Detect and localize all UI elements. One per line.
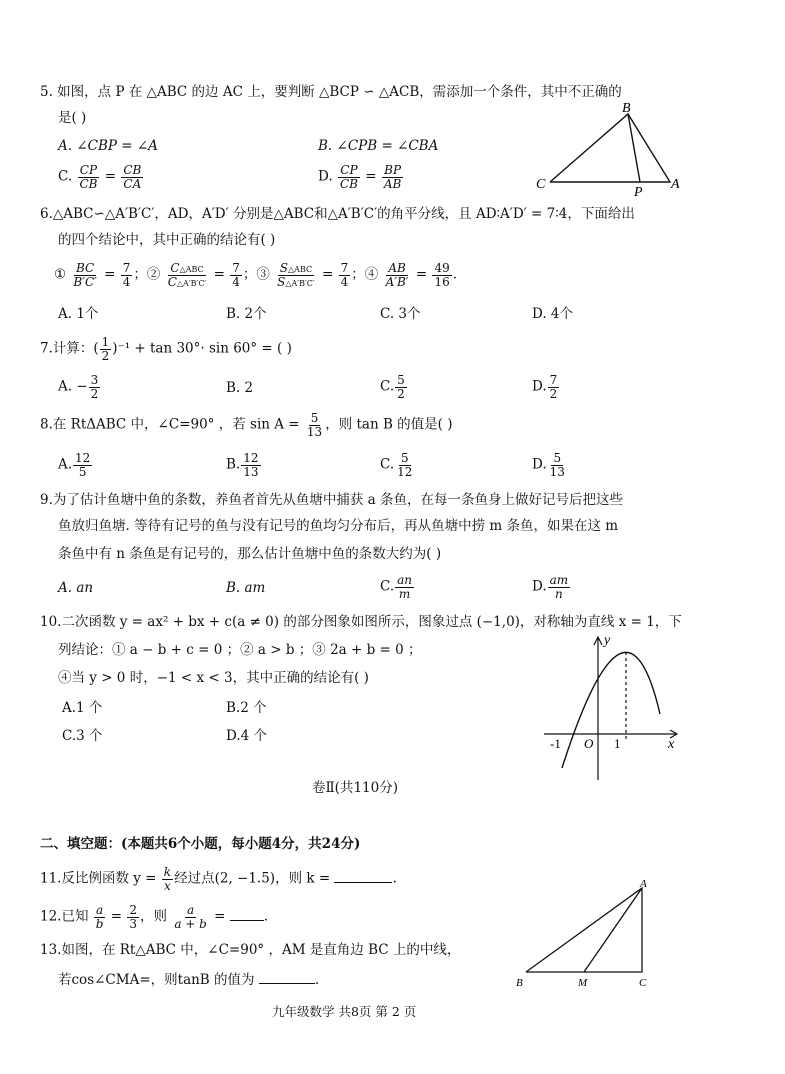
q6-c2-val-den: 4 bbox=[232, 274, 240, 289]
q10-option-d: D.4 个 bbox=[226, 728, 268, 744]
q5-stem-line1: 5. 如图，点 P 在 △ABC 的边 AC 上，要判断 △BCP ∽ △ACB，需添加一个条件，其中不正确的 bbox=[40, 84, 622, 100]
q6-c1-val-num: 7 bbox=[122, 261, 131, 275]
q8-option-c bbox=[380, 452, 415, 478]
q6-c1-mark: ① bbox=[54, 266, 67, 283]
q6-stem-line1: 6.△ABC∽△A′B′C′，AD，A′D′ 分别是△ABC和△A′B′C′的角平分线，且 AD∶A′D′ = 7∶4，下面给出 bbox=[40, 206, 635, 222]
q9-c-num: an bbox=[397, 573, 413, 587]
q5-fig-label-c: C bbox=[536, 177, 546, 192]
q6-c3-num-sub: △ABC bbox=[288, 265, 313, 274]
q7-d-den: 2 bbox=[549, 386, 558, 401]
q8-sin-den: 13 bbox=[306, 424, 323, 439]
q6-c2-den: C bbox=[167, 274, 177, 289]
q7-a-den: 2 bbox=[90, 386, 99, 401]
q8-b-label: B. bbox=[226, 456, 241, 473]
q12-end: . bbox=[263, 908, 269, 925]
q6-c1-val-den: 4 bbox=[122, 274, 131, 289]
q13-fig-label-c: C bbox=[639, 977, 647, 989]
q5-stem-line2: 是( ) bbox=[58, 110, 87, 126]
q6-option-b: B. 2个 bbox=[226, 306, 267, 322]
q6-c4-val-num: 49 bbox=[434, 261, 450, 275]
q12-mid: ，则 bbox=[140, 908, 168, 925]
q5-option-a: A. ∠CBP = ∠A bbox=[58, 138, 158, 154]
q8-sin-num: 5 bbox=[310, 411, 319, 425]
q6-c2-num-sub: △ABC bbox=[179, 265, 204, 274]
q5-option-d: D. $\frac{CP}{CB}$ = $\frac{BP}{AB}$ bbox=[318, 163, 402, 191]
q5-d-f2-den: AB bbox=[383, 176, 402, 191]
q10-stem-line1: 10.二次函数 y = ax² + bx + c(a ≠ 0) 的部分图象如图所示，图象过点 (−1,0)，对称轴为直线 x = 1，下 bbox=[40, 614, 682, 630]
q9-d-den: n bbox=[555, 586, 563, 601]
q8-a-den: 5 bbox=[78, 464, 87, 479]
q5-d-f1-den: CB bbox=[339, 176, 358, 191]
q5-d-f1-num: CP bbox=[340, 163, 358, 177]
q9-d-label: D. bbox=[532, 578, 547, 595]
q11-stem bbox=[40, 866, 397, 892]
q7-d-label: D. bbox=[532, 378, 547, 395]
q9-c-label: C. bbox=[380, 578, 395, 595]
q7-pre: 7.计算：( bbox=[40, 340, 99, 357]
q12-ab-num: a bbox=[96, 903, 104, 917]
q8-option-a bbox=[58, 452, 93, 478]
q8-b-num: 12 bbox=[243, 451, 259, 465]
q6-c2-val-num: 7 bbox=[232, 261, 240, 275]
q8-c-den: 12 bbox=[397, 464, 413, 479]
q10-parabola-figure bbox=[540, 630, 690, 785]
q12-val-num: 2 bbox=[129, 903, 138, 917]
page-footer: 九年级数学 共8页 第 2 页 bbox=[272, 1004, 417, 1019]
q10-option-c: C.3 个 bbox=[62, 728, 103, 744]
q10-fig-label-neg1: -1 bbox=[550, 736, 561, 751]
q6-conclusions: ① $\frac{BC}{B'C'}$ = $\frac{7}{4}$ ；② C△ABC C△A′B′C′ = $\frac{7}{4}$ ；③ S△ABC S△A′B′C′ = $\frac{7}{4}$ ；④ $\frac{AB}{A'B'}$ = $\frac{49}{16}$ . bbox=[54, 261, 458, 289]
q6-c3-num: S bbox=[279, 261, 289, 275]
q13-l2-text: 若cos∠CMA=，则tanB 的值为 bbox=[58, 972, 255, 988]
q6-end: . bbox=[452, 266, 458, 283]
part2-title: 卷Ⅱ(共110分) bbox=[312, 780, 398, 796]
q13-fig-label-m: M bbox=[578, 977, 588, 989]
q5-c-f2-num: CB bbox=[123, 163, 142, 177]
q7-c-label: C. bbox=[380, 378, 395, 395]
q9-c-den: m bbox=[398, 586, 411, 601]
section2-heading: 二、填空题：(本题共6个小题，每小题4分，共24分) bbox=[40, 836, 361, 852]
q12-answer-blank[interactable] bbox=[230, 920, 264, 921]
q7-option-a bbox=[58, 374, 101, 400]
q11-k-den: x bbox=[164, 878, 171, 893]
q7-d-num: 7 bbox=[549, 373, 558, 387]
q6-c4-den: A′B′ bbox=[385, 274, 409, 289]
q9-stem-line2: 鱼放归鱼塘. 等待有记号的鱼与没有记号的鱼均匀分布后，再从鱼塘中捞 m 条鱼，如果在这 m bbox=[58, 518, 619, 534]
q11-answer-blank[interactable] bbox=[334, 882, 392, 883]
q5-option-c: C. $\frac{CP}{CB}$ = $\frac{CB}{CA}$ bbox=[58, 163, 142, 191]
q12-stem bbox=[40, 904, 268, 930]
q7-c-num: 5 bbox=[397, 373, 405, 387]
q13-answer-blank[interactable] bbox=[259, 983, 315, 984]
q5-fig-label-a: A bbox=[671, 177, 680, 192]
q11-k-num: k bbox=[163, 865, 172, 879]
q6-c3-den-sub: △A′B′C′ bbox=[285, 278, 315, 288]
q11-end: . bbox=[392, 870, 397, 887]
q9-option-b: B. am bbox=[226, 580, 266, 596]
q10-stem-line3: ④当 y > 0 时，−1 < x < 3，其中正确的结论有( ) bbox=[58, 670, 369, 686]
q7-option-c bbox=[380, 374, 408, 400]
q8-a-num: 12 bbox=[75, 451, 91, 465]
q6-stem-line2: 的四个结论中，其中正确的结论有( ) bbox=[58, 232, 276, 248]
q6-c1-num: BC bbox=[76, 261, 95, 275]
q6-c1-den: B′C′ bbox=[73, 274, 97, 289]
q6-option-d: D. 4个 bbox=[532, 306, 574, 322]
q8-a-label: A. bbox=[58, 456, 73, 473]
q7-c-den: 2 bbox=[397, 386, 405, 401]
q11-post: 经过点(2, −1.5)，则 k = bbox=[174, 870, 331, 887]
q10-stem-line2: 列结论：① a − b + c = 0 ；② a > b ；③ 2a + b = 0 ； bbox=[58, 642, 422, 658]
q10-option-a: A.1 个 bbox=[62, 700, 103, 716]
q8-c-label: C. bbox=[380, 456, 395, 473]
q12-val-den: 3 bbox=[129, 916, 138, 931]
q10-fig-label-y: y bbox=[604, 633, 611, 648]
q11-pre: 11.反比例函数 y = bbox=[40, 870, 157, 887]
q13-stem-line2 bbox=[58, 972, 319, 988]
q6-c3-val-den: 4 bbox=[340, 274, 349, 289]
q7-half-den: 2 bbox=[101, 348, 110, 363]
q10-fig-label-one: 1 bbox=[614, 736, 621, 751]
q8-stem bbox=[40, 412, 452, 438]
q6-c4-mark: ；④ bbox=[351, 266, 379, 283]
q10-fig-label-origin: O bbox=[584, 736, 594, 751]
q13-triangle-figure bbox=[510, 876, 660, 992]
q6-c3-val-num: 7 bbox=[340, 261, 349, 275]
q6-c3-mark: ；③ bbox=[242, 266, 270, 283]
q13-stem-line1: 13.如图，在 Rt△ABC 中，∠C=90° ，AM 是直角边 BC 上的中线， bbox=[40, 942, 461, 958]
q5-d-label: D. bbox=[318, 168, 333, 185]
q9-option-d bbox=[532, 574, 571, 600]
q8-d-num: 5 bbox=[553, 451, 562, 465]
q7-stem bbox=[40, 336, 292, 362]
q12-frac-den: a + b bbox=[174, 916, 207, 931]
q5-triangle-figure bbox=[530, 98, 690, 198]
q12-ab-den: b bbox=[95, 916, 104, 931]
q6-option-a: A. 1个 bbox=[58, 306, 99, 322]
q5-fig-label-p: P bbox=[634, 185, 643, 198]
q8-b-den: 13 bbox=[243, 464, 259, 479]
q7-option-d bbox=[532, 374, 560, 400]
q5-c-f2-den: CA bbox=[123, 176, 142, 191]
q6-c2-mark: ；② bbox=[133, 266, 161, 283]
q6-option-c: C. 3个 bbox=[380, 306, 421, 322]
q7-half-num: 1 bbox=[101, 335, 110, 349]
q9-d-num: am bbox=[549, 573, 569, 587]
q8-option-b bbox=[226, 452, 262, 478]
q12-eq: = bbox=[110, 908, 123, 925]
q5-option-b: B. ∠CPB = ∠CBA bbox=[318, 138, 439, 154]
q7-a-num: 3 bbox=[90, 373, 99, 387]
q8-d-label: D. bbox=[532, 456, 547, 473]
q8-d-den: 13 bbox=[549, 464, 565, 479]
q13-fig-label-a: A bbox=[640, 878, 647, 890]
q13-end: . bbox=[314, 972, 320, 988]
q12-pre: 12.已知 bbox=[40, 908, 89, 925]
q8-post: ，则 tan B 的值是( ) bbox=[325, 416, 453, 433]
q7-option-b: B. 2 bbox=[226, 380, 254, 396]
q12-frac-num: a bbox=[187, 903, 195, 917]
q5-fig-label-b: B bbox=[622, 101, 631, 116]
q6-c2-den-sub: △A′B′C′ bbox=[176, 278, 207, 288]
q9-stem-line1: 9.为了估计鱼塘中鱼的条数，养鱼者首先从鱼塘中捕获 a 条鱼，在每一条鱼身上做好记号后把这些 bbox=[40, 492, 624, 508]
q12-post: = bbox=[214, 908, 226, 925]
q8-c-num: 5 bbox=[400, 451, 409, 465]
q10-fig-label-x: x bbox=[668, 737, 675, 752]
q6-c4-num: AB bbox=[388, 261, 406, 275]
q6-c3-den: S bbox=[277, 274, 286, 289]
q5-c-f1-num: CP bbox=[79, 163, 98, 177]
q5-c-f1-den: CB bbox=[79, 176, 98, 191]
q9-option-a: A. an bbox=[58, 580, 94, 596]
q7-a-label: A. − bbox=[58, 378, 88, 395]
q10-option-b: B.2 个 bbox=[226, 700, 267, 716]
q6-c2-num: C bbox=[170, 261, 180, 275]
q9-stem-line3: 条鱼中有 n 条鱼是有记号的，那么估计鱼塘中鱼的条数大约为( ) bbox=[58, 546, 442, 562]
q9-option-c bbox=[380, 574, 415, 600]
q13-fig-label-b: B bbox=[516, 977, 523, 989]
q5-c-label: C. bbox=[58, 168, 73, 185]
q6-c4-val-den: 16 bbox=[434, 274, 450, 289]
q8-option-d bbox=[532, 452, 568, 478]
q8-pre: 8.在 RtΔABC 中，∠C=90° ，若 sin A = bbox=[40, 416, 300, 433]
q7-post: )⁻¹ + tan 30°· sin 60° = ( ) bbox=[112, 340, 292, 357]
q5-d-f2-num: BP bbox=[384, 163, 402, 177]
